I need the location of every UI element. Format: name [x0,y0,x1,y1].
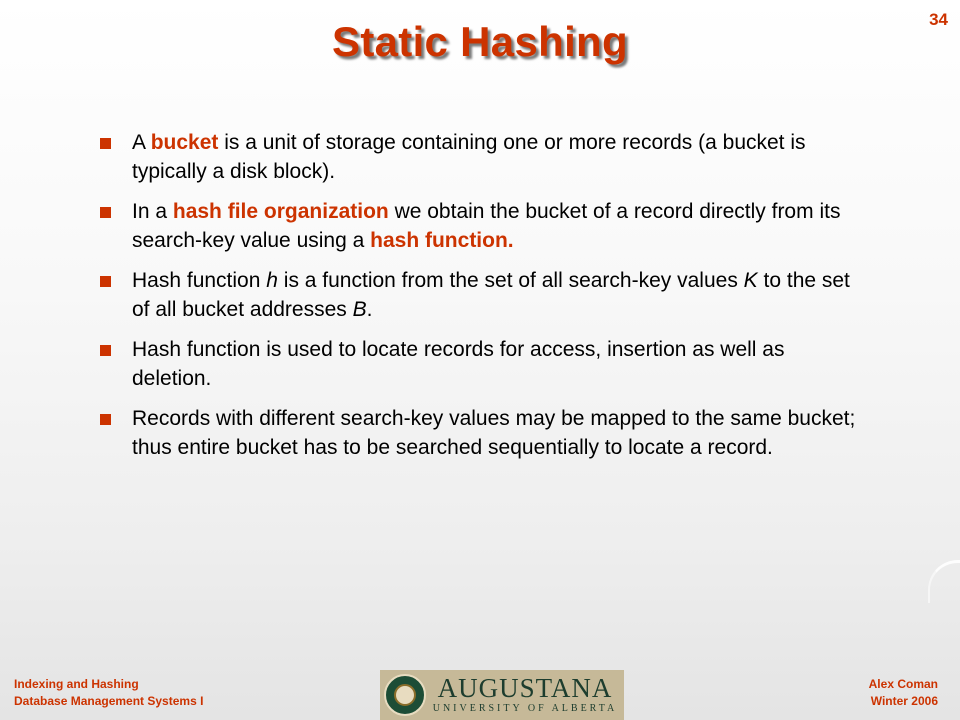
logo-wordmark [426,672,624,716]
bullet-italic: h [266,269,278,292]
bullet-text: is a unit of storage containing one or more records (a bucket is typically a disk block). [132,131,806,183]
bullet-item [96,197,866,255]
slide-title: Static Hashing [332,18,628,65]
bullet-text: Records with different search-key values may be mapped to the same bucket; thus entire bucket has to be searched sequentially to locate a record. [132,407,856,459]
bullet-highlight: hash function. [370,229,514,252]
bullet-italic: K [743,269,758,292]
bullet-text: A [132,131,151,154]
square-bullet-icon [100,207,111,218]
bullet-list [96,128,866,473]
bullet-highlight: bucket [150,131,219,154]
bullet-text: In a [132,200,173,223]
footer-left [14,676,203,710]
bullet-item [96,335,866,393]
bullet-item [96,128,866,186]
bullet-item [96,404,866,462]
footer-term: Winter 2006 [870,694,938,708]
square-bullet-icon [100,414,111,425]
logo-main-text: AUGUSTANA [437,672,613,703]
square-bullet-icon [100,276,111,287]
logo-sub-text: UNIVERSITY OF ALBERTA [432,702,618,714]
square-bullet-icon [100,345,111,356]
bullet-text: we obtain the bucket of a record directly from its search-key value using a [132,200,841,252]
bullet-item [96,266,866,324]
bullet-text: . [366,298,373,321]
bullet-text: to the set of all bucket addresses [132,269,850,321]
footer-course-topic: Indexing and Hashing [14,677,139,691]
university-seal-icon [384,674,426,716]
footer-course-name: Database Management Systems I [14,694,204,708]
bullet-italic: B [352,298,367,321]
footer-right [869,676,938,710]
university-logo [380,670,624,720]
bullet-highlight: hash file organization [172,200,389,223]
page-curl-decoration [928,560,960,603]
bullet-text: is a function from the set of all search-key values [277,269,744,292]
bullet-text: Hash function [132,269,267,292]
bullet-text: Hash function is used to locate records for access, insertion as well as deletion. [132,338,785,390]
footer-author: Alex Coman [868,677,938,691]
slide-number: 34 [929,10,948,29]
square-bullet-icon [100,138,111,149]
